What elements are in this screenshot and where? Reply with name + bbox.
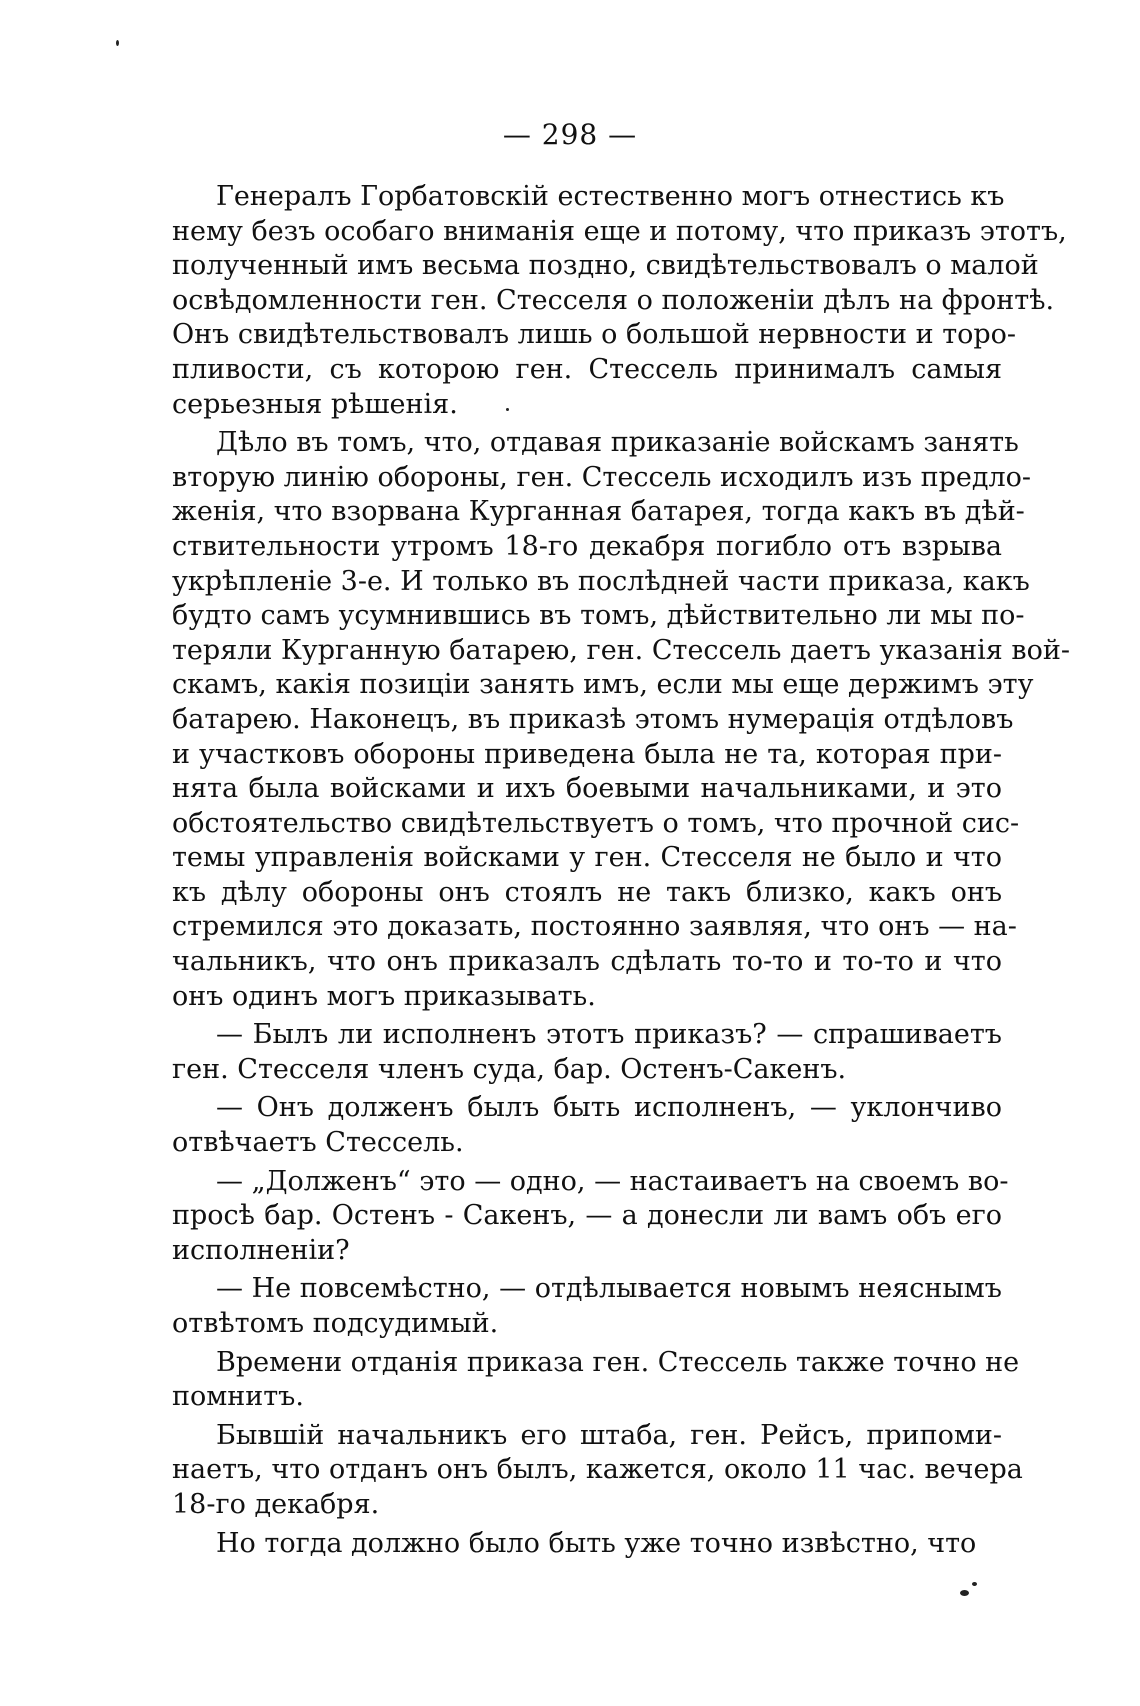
- text-line: темы управленія войсками у ген. Стесселя не было и что: [172, 842, 1002, 874]
- paragraph: [172, 180, 1067, 422]
- text-line: наетъ, что отданъ онъ былъ, кажется, около 11 час. вечера: [172, 1454, 1023, 1486]
- text-line: Бывшій начальникъ его штаба, ген. Рейсъ, припоми-: [216, 1419, 1002, 1451]
- text-line: серьезныя рѣшенія.: [172, 388, 458, 420]
- text-line: батарею. Наконецъ, въ приказѣ этомъ нумерація отдѣловъ: [172, 703, 1014, 735]
- paragraph: [172, 426, 1070, 1014]
- text-line: укрѣпленіе 3-е. И только въ послѣдней части приказа, какъ: [172, 565, 1030, 597]
- text-line: нему безъ особаго вниманія еще и потому, что приказъ этотъ,: [172, 215, 1067, 247]
- text-line: Но тогда должно было быть уже точно извѣстно, что: [216, 1527, 977, 1559]
- text-line: полученный имъ весьма поздно, свидѣтельствовалъ о малой: [172, 250, 1039, 282]
- text-line: къ дѣлу обороны онъ стоялъ не такъ близко, какъ онъ: [172, 876, 1002, 908]
- paragraph: [172, 1419, 1023, 1523]
- body-text: [172, 180, 1070, 1565]
- text-line: помнитъ.: [172, 1381, 304, 1413]
- text-line: вторую линію обороны, ген. Стессель исходилъ изъ предло-: [172, 461, 1032, 493]
- text-line: теряли Курганную батарею, ген. Стессель даетъ указанія вой-: [172, 634, 1070, 666]
- text-line: просѣ бар. Остенъ - Сакенъ, — а донесли ли вамъ объ его: [172, 1200, 1002, 1232]
- text-line: Дѣло въ томъ, что, отдавая приказаніе войскамъ занять: [216, 427, 1019, 459]
- text-line: онъ одинъ могъ приказывать.: [172, 980, 596, 1012]
- paragraph: [172, 1165, 1009, 1269]
- text-line: Времени отданія приказа ген. Стессель также точно не: [216, 1346, 1020, 1378]
- text-line: будто самъ усумнившись въ томъ, дѣйствительно ли мы по-: [172, 600, 1025, 632]
- text-line: отвѣтомъ подсудимый.: [172, 1308, 499, 1339]
- text-line: Онъ свидѣтельствовалъ лишь о большой нервности и торо-: [172, 319, 1017, 351]
- text-line: женія, что взорвана Курганная батарея, тогда какъ въ дѣй-: [172, 496, 1025, 528]
- text-line: стремился это доказать, постоянно заявляя, что онъ — на-: [172, 911, 1017, 943]
- text-line: отвѣчаетъ Стессель.: [172, 1127, 464, 1159]
- text-line: Генералъ Горбатовскій естественно могъ отнестись къ: [216, 181, 1005, 212]
- text-line: ген. Стесселя членъ суда, бар. Остенъ-Сакенъ.: [172, 1053, 847, 1085]
- text-line: скамъ, какія позиціи занять имъ, если мы еще держимъ эту: [172, 669, 1034, 701]
- ink-speck: [506, 408, 509, 411]
- text-line: 18-го декабря.: [172, 1488, 380, 1520]
- text-line: обстоятельство свидѣтельствуетъ о томъ, что прочной сис-: [172, 807, 1020, 839]
- paragraph: [172, 1272, 1002, 1341]
- text-line: — Былъ ли исполненъ этотъ приказъ? — спрашиваетъ: [216, 1019, 1002, 1051]
- ink-speck: [972, 1582, 977, 1586]
- text-line: освѣдомленности ген. Стесселя о положеніи дѣлъ на фронтѣ.: [172, 284, 1055, 316]
- text-line: ствительности утромъ 18-го декабря погибло отъ взрыва: [172, 530, 1002, 562]
- text-line: — „Долженъ“ это — одно, — настаиваетъ на своемъ во-: [216, 1165, 1009, 1197]
- text-line: чальникъ, что онъ приказалъ сдѣлать то-то и то-то и что: [172, 946, 1002, 978]
- page-number: — 298 —: [502, 118, 638, 151]
- paragraph: [172, 1018, 1002, 1087]
- text-line: — Не повсемѣстно, — отдѣлывается новымъ неяснымъ: [216, 1273, 1002, 1305]
- paragraph: [172, 1346, 1020, 1415]
- text-line: и участковъ обороны приведена была не та, которая при-: [172, 738, 1002, 770]
- text-line: нята была войсками и ихъ боевыми начальниками, и это: [172, 773, 1002, 805]
- text-line: исполненіи?: [172, 1234, 350, 1266]
- paragraph: [172, 1527, 1002, 1562]
- paragraph: [172, 1091, 1002, 1160]
- text-line: — Онъ долженъ былъ быть исполненъ, — уклончиво: [216, 1092, 1002, 1124]
- ink-speck: [960, 1590, 969, 1596]
- ink-speck: [116, 40, 119, 46]
- text-line: пливости, съ которою ген. Стессель принималъ самыя: [172, 353, 1002, 385]
